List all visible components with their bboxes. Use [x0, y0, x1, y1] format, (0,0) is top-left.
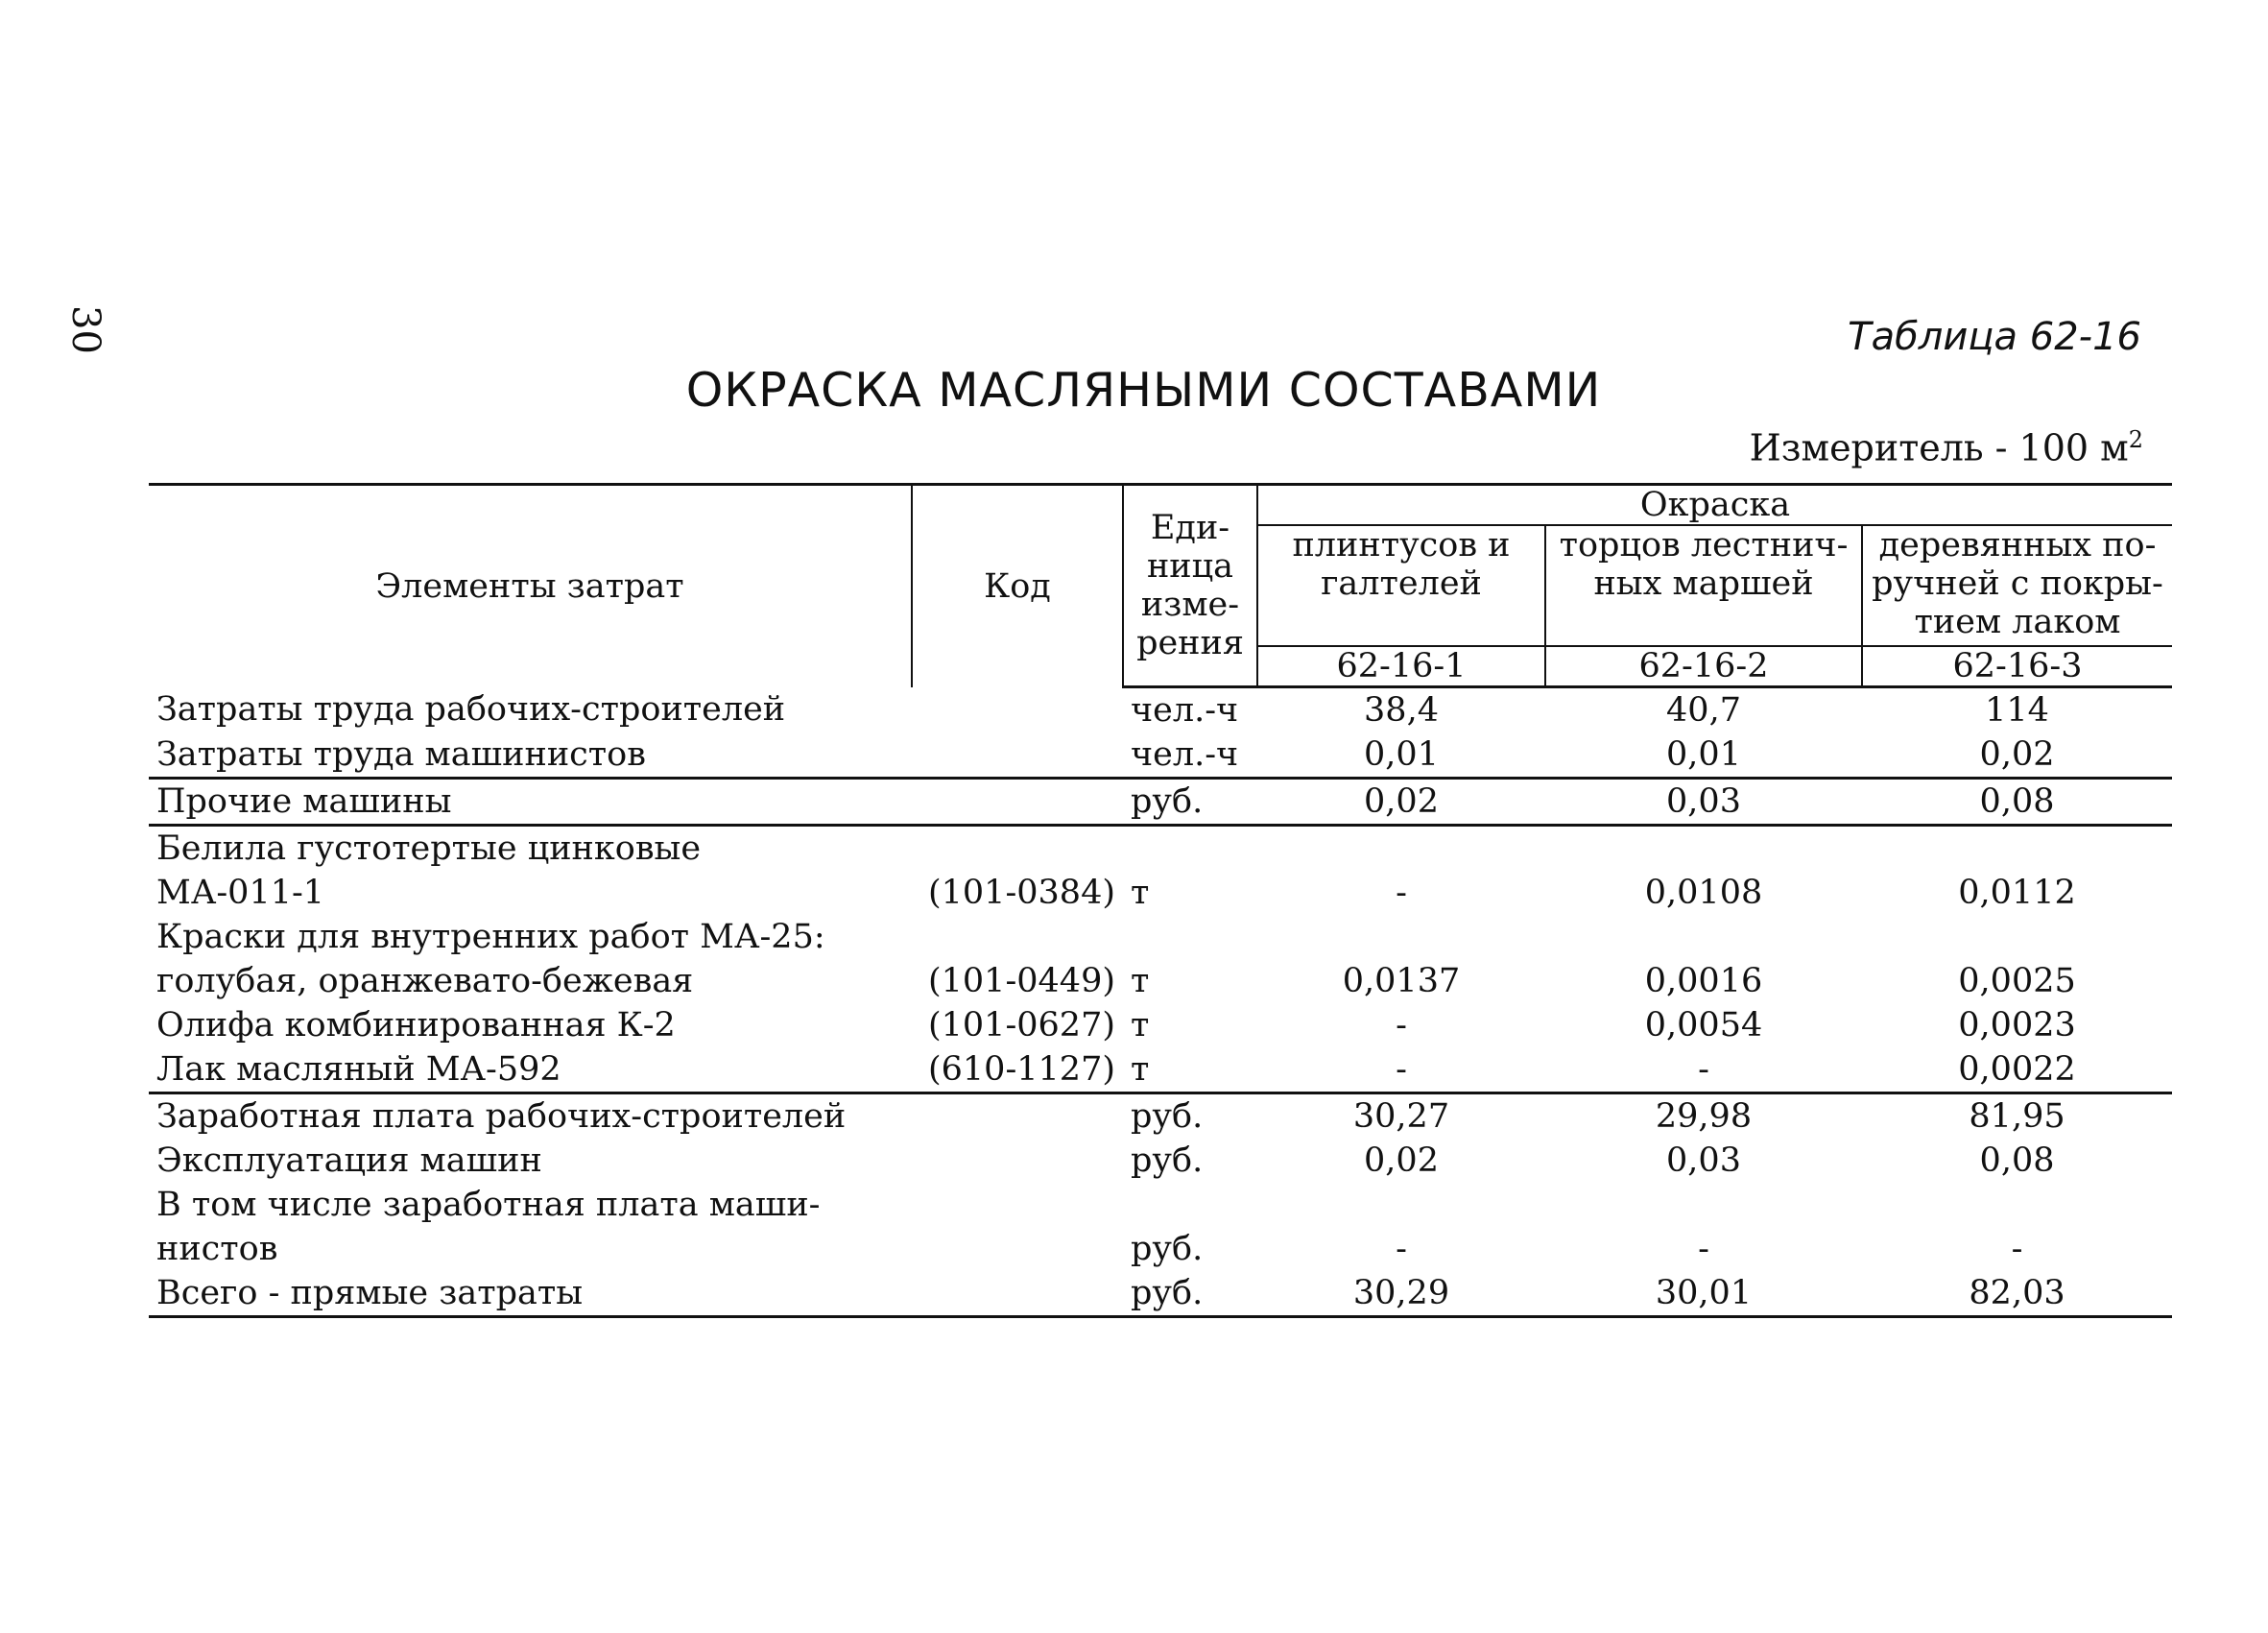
header-column-2: [1545, 525, 1862, 646]
row-value: [1257, 826, 1545, 872]
row-value: 30,01: [1545, 1271, 1862, 1317]
row-value: 38,4: [1364, 691, 1439, 730]
table-row: [149, 1139, 2172, 1183]
row-code: (101-0627): [927, 1006, 1115, 1045]
row-value: -: [2011, 1230, 2023, 1268]
row-value: 0,0054: [1644, 1006, 1763, 1045]
page-number: 30: [63, 305, 107, 354]
row-value: [1862, 1183, 2172, 1227]
table-row: [149, 1227, 2172, 1271]
row-unit: т: [1123, 1047, 1257, 1093]
row-name: голубая, оранжевато-бежевая: [156, 962, 694, 1000]
row-value: 81,95: [1969, 1097, 2065, 1136]
row-name: Затраты труда машинистов: [149, 732, 912, 779]
row-value: 29,98: [1655, 1097, 1753, 1136]
row-unit: [1123, 915, 1257, 959]
row-value: [1257, 1183, 1545, 1227]
table-row: [149, 1047, 2172, 1093]
row-value: [1545, 1183, 1862, 1227]
table-row: [149, 826, 2172, 872]
row-name: Олифа комбинированная К-2: [156, 1006, 676, 1045]
header-column-code-3: 62-16-3: [1862, 646, 2172, 687]
row-value: 0,0022: [1862, 1047, 2172, 1093]
header-column-line: плинтусов и: [1292, 526, 1511, 564]
header-unit-line: ница: [1146, 547, 1234, 586]
header-column-line: тием лаком: [1914, 603, 2121, 641]
row-value: 0,02: [1364, 1141, 1439, 1180]
row-value: 0,02: [1257, 779, 1545, 826]
row-value: 0,03: [1666, 1141, 1741, 1180]
row-name: нистов: [156, 1230, 278, 1268]
row-value: 0,0112: [1958, 874, 2076, 912]
table-row: [149, 779, 2172, 826]
row-unit: руб.: [1123, 779, 1257, 826]
row-value: [1545, 826, 1862, 872]
row-unit: [1123, 1183, 1257, 1227]
row-code: (101-0449): [927, 962, 1115, 1000]
header-column-code-1: 62-16-1: [1257, 646, 1545, 687]
header-column-code-2: 62-16-2: [1545, 646, 1862, 687]
header-column-line: деревянных по-: [1878, 526, 2157, 564]
row-value: -: [1545, 1047, 1862, 1093]
header-unit-line: рения: [1136, 624, 1244, 662]
row-unit: [1123, 826, 1257, 872]
row-value: -: [1698, 1230, 1709, 1268]
row-code: [912, 732, 1123, 779]
header-unit: [1123, 485, 1257, 687]
row-unit: чел.-ч: [1131, 691, 1239, 730]
row-code: [912, 1271, 1123, 1317]
row-code: [912, 826, 1123, 872]
row-value: 82,03: [1862, 1271, 2172, 1317]
row-value: 0,0023: [1958, 1006, 2076, 1045]
row-value: 0,0108: [1644, 874, 1763, 912]
norms-table: [149, 483, 2172, 1318]
measure-unit: [1750, 426, 2143, 469]
row-value: 30,29: [1257, 1271, 1545, 1317]
row-unit: т: [1131, 874, 1150, 912]
header-column-line: ных маршей: [1593, 564, 1814, 603]
row-name: Краски для внутренних работ МА-25:: [156, 918, 825, 956]
row-unit: руб.: [1131, 1141, 1204, 1180]
row-name: Белила густотертые цинковые: [156, 829, 702, 868]
row-unit: т: [1131, 1006, 1150, 1045]
row-name: Прочие машины: [149, 779, 912, 826]
row-value: [1545, 915, 1862, 959]
row-value: [1257, 915, 1545, 959]
row-value: 0,08: [1979, 1141, 2055, 1180]
row-code: [912, 1093, 1123, 1140]
table-number: Таблица 62-16: [1848, 315, 2141, 359]
row-value: -: [1396, 874, 1407, 912]
row-code: [912, 915, 1123, 959]
page-title: ОКРАСКА МАСЛЯНЫМИ СОСТАВАМИ: [685, 363, 1602, 418]
table-row: [149, 959, 2172, 1003]
row-value: 0,08: [1862, 779, 2172, 826]
header-unit-line: изме-: [1140, 586, 1240, 624]
row-name: В том числе заработная плата маши-: [156, 1186, 821, 1224]
row-code: (101-0384): [927, 874, 1115, 912]
row-value: -: [1396, 1006, 1407, 1045]
header-elements: Элементы затрат: [149, 485, 912, 687]
row-name: МА-011-1: [156, 874, 325, 912]
row-unit: руб.: [1123, 1271, 1257, 1317]
row-unit: руб.: [1131, 1097, 1204, 1136]
row-value: -: [1257, 1047, 1545, 1093]
row-value: -: [1396, 1230, 1407, 1268]
header-column-line: галтелей: [1321, 564, 1482, 603]
row-unit: руб.: [1131, 1230, 1204, 1268]
row-value: [1862, 826, 2172, 872]
table-row: [149, 1093, 2172, 1140]
row-code: [912, 779, 1123, 826]
row-value: 0,0016: [1644, 962, 1763, 1000]
header-column-line: торцов лестнич-: [1559, 526, 1849, 564]
table-row: [149, 687, 2172, 733]
table-row: [149, 732, 2172, 779]
row-code: [912, 1227, 1123, 1271]
table-row: [149, 1003, 2172, 1047]
header-column-3: [1862, 525, 2172, 646]
row-value: [1862, 915, 2172, 959]
table-row: [149, 915, 2172, 959]
row-code: [912, 1139, 1123, 1183]
row-name: Затраты труда рабочих-строителей: [156, 690, 786, 730]
row-value: 30,27: [1352, 1097, 1450, 1136]
row-value: 0,01: [1545, 732, 1862, 779]
row-code: [912, 1183, 1123, 1227]
row-value: 0,0137: [1342, 962, 1461, 1000]
row-code: (610-1127): [912, 1047, 1123, 1093]
row-value: 0,02: [1862, 732, 2172, 779]
row-name: Всего - прямые затраты: [149, 1271, 912, 1317]
row-unit: чел.-ч: [1123, 732, 1257, 779]
table-row: [149, 871, 2172, 915]
table-row: [149, 1183, 2172, 1227]
row-unit: т: [1131, 962, 1150, 1000]
row-name: Лак масляный МА-592: [149, 1047, 912, 1093]
row-name: Эксплуатация машин: [156, 1141, 542, 1180]
row-value: 40,7: [1666, 691, 1741, 730]
row-value: 0,03: [1545, 779, 1862, 826]
header-column-line: ручней с покры-: [1872, 564, 2163, 603]
row-value: 114: [1985, 691, 2049, 730]
table-row: [149, 1271, 2172, 1317]
row-name: Заработная плата рабочих-строителей: [156, 1097, 847, 1136]
header-unit-line: Еди-: [1150, 509, 1230, 547]
measure-sup: 2: [2128, 426, 2143, 453]
row-value: 0,01: [1257, 732, 1545, 779]
header-code: Код: [912, 485, 1123, 687]
header-group: Окраска: [1257, 485, 2172, 526]
row-value: 0,0025: [1958, 962, 2076, 1000]
measure-text: Измеритель - 100 м: [1749, 426, 2129, 469]
row-code: [912, 687, 1123, 733]
header-column-1: [1257, 525, 1545, 646]
